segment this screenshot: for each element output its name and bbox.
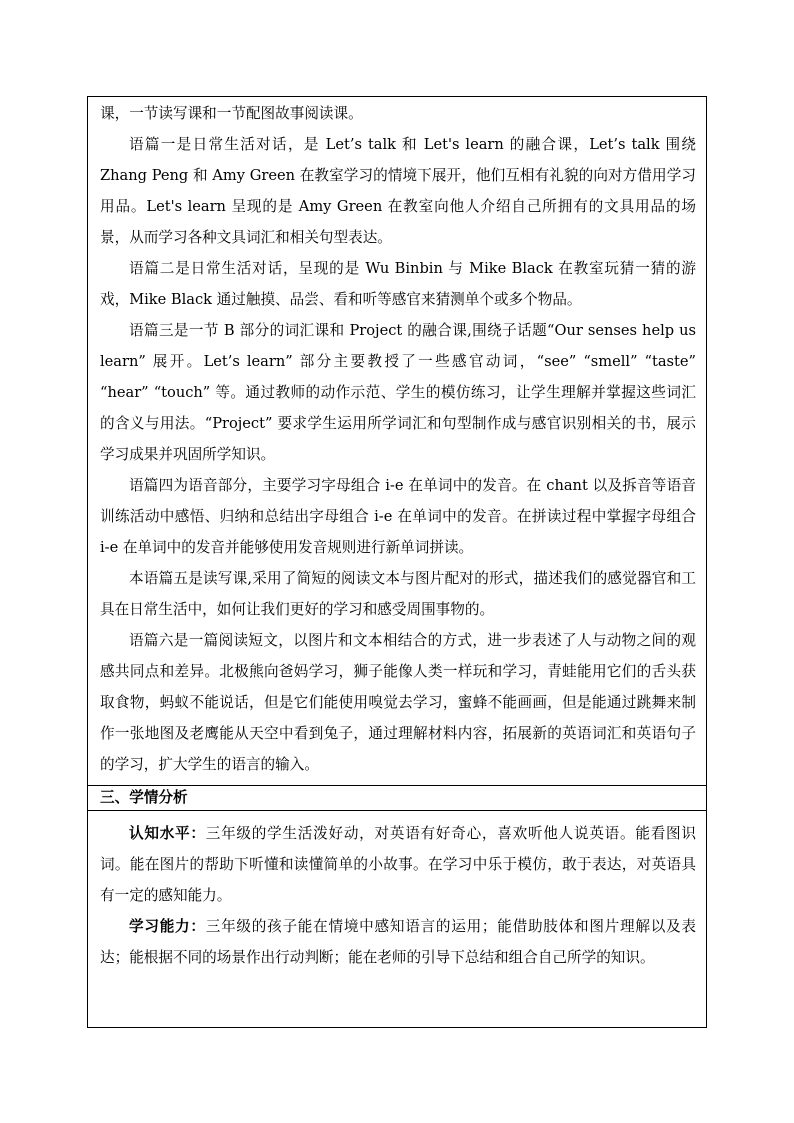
document-table [87, 96, 707, 1028]
paragraph-text-3: 语篇三是一节 B 部分的词汇课和 Project 的融合课,围绕子话题“Our senses help us learn” 展开。Let’s learn” 部分主要教授了一些感官动词，“see” “smell” “taste” “hear” “touch” 等。通过教师的动作示范、学生的模仿练习，让学生理解并掌握这些词汇的含义与用法。“Project” 要求学生运用所学词汇和句型制作成与感官识别相关的书，展示学习成果并巩固所学知识。 [100, 322, 696, 463]
learning-ability-label: 学习能力： [129, 918, 206, 935]
table-row [88, 811, 707, 1028]
paragraph-text-4: 语篇四为语音部分，主要学习字母组合 i-e 在单词中的发音。在 chant 以及拆音等语音训练活动中感悟、归纳和总结出字母组合 i-e 在单词中的发音。在拼读过程中掌握字母组合 i-e 在单词中的发音并能够使用发音规则进行新单词拼读。 [100, 477, 696, 556]
learning-ability-text: 三年级的孩子能在情境中感知语言的运用；能借助肢体和图片理解以及表达；能根据不同的场景作出行动判断；能在老师的引导下总结和组合自己所学的知识。 [100, 918, 696, 966]
table-row [88, 786, 707, 811]
text-analysis-cell [88, 97, 707, 786]
student-analysis-cell [88, 811, 707, 1028]
paragraph-text-2: 语篇二是日常生活对话，呈现的是 Wu Binbin 与 Mike Black 在教室玩猜一猜的游戏，Mike Black 通过触摸、品尝、看和听等感官来猜测单个或多个物品。 [100, 260, 696, 308]
section-heading-cell [88, 786, 707, 811]
section-heading: 三、学情分析 [100, 789, 188, 806]
cognitive-level-paragraph [100, 818, 696, 911]
table-row [88, 97, 707, 786]
continuation-line: 课，一节读写课和一节配图故事阅读课。 [100, 105, 363, 122]
learning-ability-paragraph [100, 911, 696, 973]
paragraph-text-1: 语篇一是日常生活对话，是 Let’s talk 和 Let's learn 的融合课，Let’s talk 围绕 Zhang Peng 和 Amy Green 在教室学习的情境下展开，他们互相有礼貌的向对方借用学习用品。Let's learn 呈现的是 Amy Green 在教室向他人介绍自己所拥有的文具用品的场景，从而学习各种文具词汇和相关句型表达。 [100, 136, 696, 246]
paragraph-text-6: 语篇六是一篇阅读短文，以图片和文本相结合的方式，进一步表述了人与动物之间的观感共同点和差异。北极熊向爸妈学习，狮子能像人类一样玩和学习，青蛙能用它们的舌头获取食物，蚂蚁不能说话，但是它们能使用嗅觉去学习，蜜蜂不能画画，但是能通过跳舞来制作一张地图及老鹰能从天空中看到兔子，通过理解材料内容，拓展新的英语词汇和英语句子的学习，扩大学生的语言的输入。 [100, 632, 696, 773]
cognitive-level-label: 认知水平： [129, 825, 206, 842]
paragraph-text-5: 本语篇五是读写课,采用了简短的阅读文本与图片配对的形式，描述我们的感觉器官和工具在日常生活中，如何让我们更好的学习和感受周围事物的。 [100, 570, 696, 618]
cognitive-level-text: 三年级的学生活泼好动，对英语有好奇心，喜欢听他人说英语。能看图识词。能在图片的帮助下听懂和读懂简单的小故事。在学习中乐于模仿，敢于表达，对英语具有一定的感知能力。 [100, 825, 696, 904]
